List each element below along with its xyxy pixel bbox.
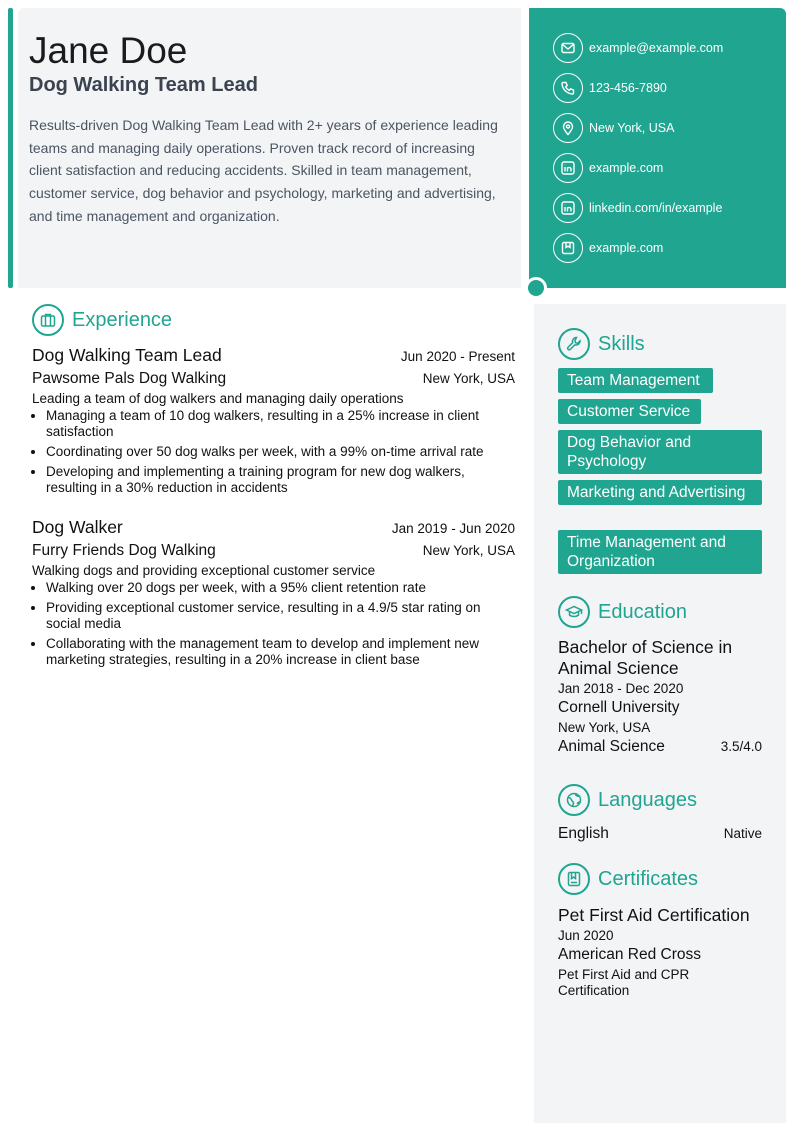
contact-location[interactable] (553, 113, 674, 143)
degree: Bachelor of Science in Animal Science (558, 637, 733, 678)
certificate-date: Jun 2020 (558, 928, 614, 943)
bullet-item: • Managing a team of 10 dog walkers, resulting in a 25% increase in client satisfaction (46, 408, 515, 440)
job-dates: Jun 2020 - Present (400, 349, 515, 364)
skills-heading (558, 328, 645, 360)
contact-website-2[interactable] (553, 233, 663, 263)
language-level: Native (723, 826, 762, 841)
job-company: Pawsome Pals Dog Walking (32, 370, 227, 387)
job-bullets (32, 580, 515, 668)
bullet-item: • Providing exceptional customer service, resulting in a 4.9/5 star rating on social media (46, 600, 515, 632)
experience-title: Experience (72, 308, 173, 331)
job-title: Dog Walking Team Lead (32, 345, 222, 365)
briefcase-icon (32, 304, 64, 336)
linkedin-icon (553, 153, 583, 183)
languages-title: Languages (598, 788, 697, 811)
skill-tag: Time Management and Organization (558, 530, 762, 574)
phone-icon (553, 73, 583, 103)
contact-phone[interactable] (553, 73, 667, 103)
contact-website-2-text: example.com (589, 241, 664, 255)
skill-tag: Customer Service (558, 399, 701, 424)
job-dates: Jan 2019 - Jun 2020 (391, 521, 515, 536)
contact-phone-text: 123-456-7890 (589, 81, 667, 95)
job-company: Furry Friends Dog Walking (32, 542, 216, 559)
certificates-title: Certificates (598, 867, 699, 890)
candidate-name: Jane Doe (29, 30, 188, 71)
wrench-icon (558, 328, 590, 360)
experience-heading (32, 304, 172, 336)
education-dates: Jan 2018 - Dec 2020 (558, 681, 684, 696)
job-description: Leading a team of dog walkers and managing daily operations (32, 391, 404, 406)
globe-icon (558, 784, 590, 816)
job-entry (32, 345, 515, 500)
job-location: New York, USA (422, 371, 515, 386)
skill-tag: Marketing and Advertising (558, 480, 762, 505)
website-icon (553, 233, 583, 263)
email-icon (553, 33, 583, 63)
certificate-description: Pet First Aid and CPR Certification (558, 967, 690, 998)
skill-tag: Team Management (558, 368, 713, 393)
contact-linkedin[interactable] (553, 193, 722, 223)
certificate-entry (558, 905, 762, 999)
job-location: New York, USA (422, 543, 515, 558)
languages-heading (558, 784, 697, 816)
bullet-item: • Collaborating with the management team to develop and implement new marketing strategies, resulting in a 20% increase in client base (46, 636, 515, 668)
certificate-icon (558, 863, 590, 895)
contact-website-1[interactable] (553, 153, 663, 183)
contact-linkedin-text: linkedin.com/in/example (589, 201, 723, 215)
contact-email-text: example@example.com (589, 41, 724, 55)
summary: Results-driven Dog Walking Team Lead with 2+ years of experience leading teams and managing daily operations. Proven track record of increasing client satisfaction and reducing accidents. Skilled in team management, customer service, dog behavior and psychology, marketing and advertising, and time management and organization. (29, 117, 498, 224)
education-field: Animal Science (558, 738, 665, 755)
job-entry (32, 517, 515, 672)
school: Cornell University (558, 699, 680, 716)
candidate-title: Dog Walking Team Lead (29, 74, 258, 96)
bullet-item: • Coordinating over 50 dog walks per week, with a 99% on-time arrival rate (46, 444, 515, 460)
contact-email[interactable] (553, 33, 723, 63)
contact-location-text: New York, USA (589, 121, 675, 135)
education-location: New York, USA (558, 720, 651, 735)
language-name: English (558, 825, 609, 842)
contact-website-1-text: example.com (589, 161, 664, 175)
certificate-issuer: American Red Cross (558, 946, 701, 963)
skill-tag: Dog Behavior and Psychology (558, 430, 762, 474)
accent-bar (8, 8, 13, 288)
language-entry (558, 825, 762, 843)
location-icon (553, 113, 583, 143)
job-title: Dog Walker (32, 517, 123, 537)
timeline-dot (525, 277, 547, 299)
bullet-item: • Walking over 20 dogs per week, with a 95% client retention rate (46, 580, 515, 596)
job-bullets (32, 408, 515, 496)
certificate-name: Pet First Aid Certification (558, 905, 750, 925)
job-description: Walking dogs and providing exceptional customer service (32, 563, 376, 578)
certificates-heading (558, 863, 698, 895)
contact-panel (529, 8, 786, 288)
gpa: 3.5/4.0 (720, 739, 762, 754)
skills-title: Skills (598, 332, 645, 355)
education-heading (558, 596, 687, 628)
graduation-cap-icon (558, 596, 590, 628)
education-title: Education (598, 600, 687, 623)
education-entry (558, 637, 762, 756)
linkedin-icon (553, 193, 583, 223)
bullet-item: • Developing and implementing a training program for new dog walkers, resulting in a 30% reduction in accidents (46, 464, 515, 496)
